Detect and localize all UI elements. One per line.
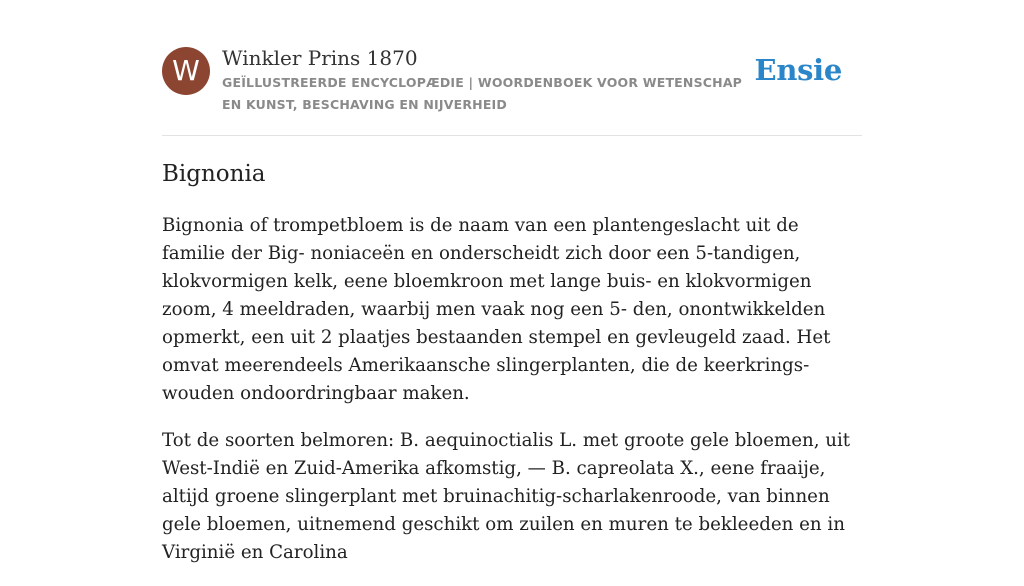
source-avatar[interactable]: W (162, 47, 210, 95)
source-title[interactable]: Winkler Prins 1870 (222, 46, 418, 70)
entry-paragraph: Tot de soorten belmoren: B. aequinoctialis L. met groote gele bloemen, uit West-Indië en Zuid-Amerika afkomstig, — B. capreolata X., eene fraaije, altijd groene slingerplant met bruinachitig-scharlakenroode, van binnen gele bloemen, uitnemend geschikt om zuilen en muren te bekleeden en in Virginië en Carolina (162, 430, 851, 563)
source-header (162, 46, 862, 116)
entry-body (162, 212, 862, 586)
entry-title: Bignonia (162, 161, 266, 187)
ensie-logo[interactable]: Ensie (754, 53, 842, 87)
header-divider (162, 135, 862, 136)
entry-paragraph: Bignonia of trompetbloem is de naam van een plantengeslacht uit de familie der Big- noniaceën en onderscheidt zich door een 5-tandigen, klokvormigen kelk, eene bloemkroon met lange buis- en klokvormigen zoom, 4 meeldraden, waarbij men vaak nog een 5- den, onontwikkelden opmerkt, een uit 2 plaatjes bestaanden stempel en gevleugeld zaad. Het omvat meerendeels Amerikaansche slingerplanten, die de keerkrings-wouden ondoordringbaar maken. (162, 215, 831, 404)
source-subtitle: GEÏLLUSTREERDE ENCYCLOPÆDIE | WOORDENBOEK VOOR WETENSCHAP EN KUNST, BESCHAVING EN NIJVERHEID (222, 75, 743, 112)
